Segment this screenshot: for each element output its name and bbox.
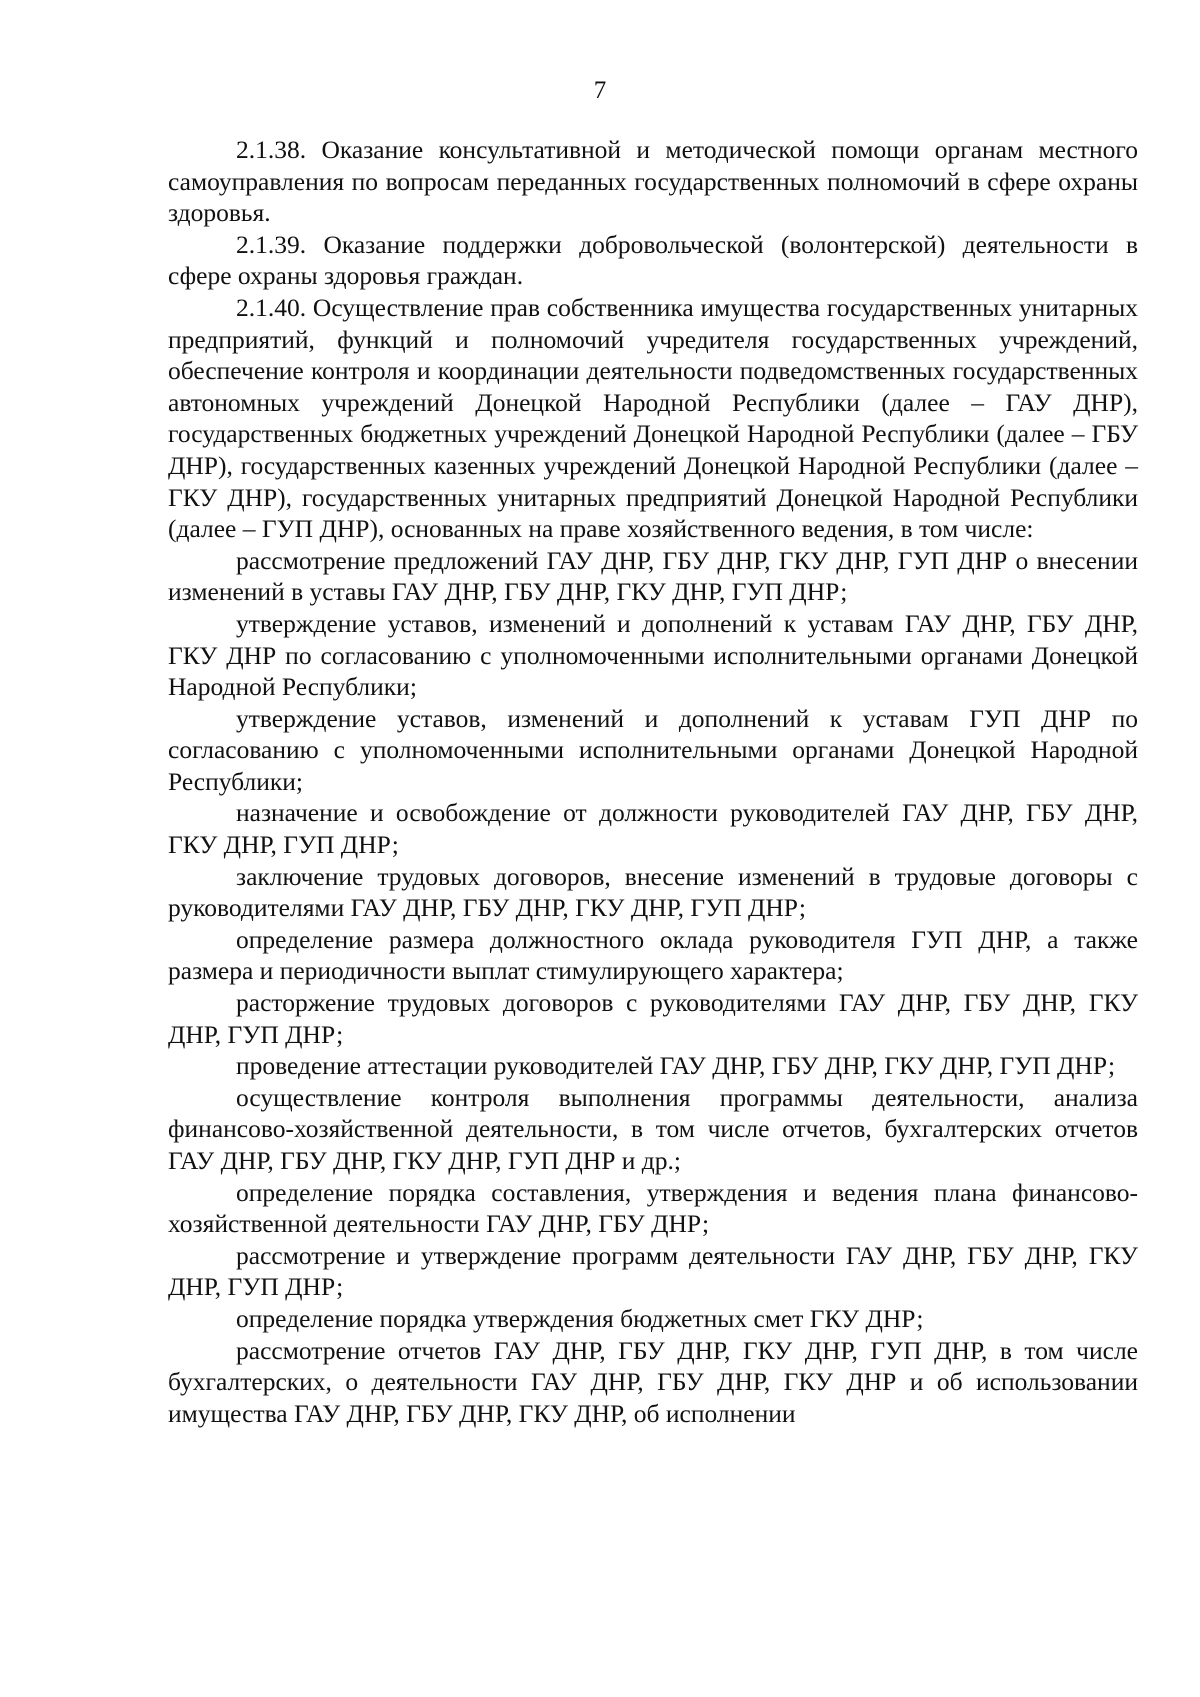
list-item: утверждение уставов, изменений и дополнений к уставам ГАУ ДНР, ГБУ ДНР, ГКУ ДНР по согласованию с уполномоченными исполнительными органами Донецкой Народной Республики; xyxy=(168,608,1138,702)
list-item: осуществление контроля выполнения программы деятельности, анализа финансово-хозяйственной деятельности, в том числе отчетов, бухгалтерских отчетов ГАУ ДНР, ГБУ ДНР, ГКУ ДНР, ГУП ДНР и др.; xyxy=(168,1082,1138,1175)
list-item: рассмотрение и утверждение программ деятельности ГАУ ДНР, ГБУ ДНР, ГКУ ДНР, ГУП ДНР; xyxy=(168,1240,1138,1302)
list-item: определение порядка составления, утверждения и ведения плана финансово-хозяйственной деятельности ГАУ ДНР, ГБУ ДНР; xyxy=(168,1177,1138,1239)
document-body xyxy=(168,134,1138,1429)
list-item: утверждение уставов, изменений и дополнений к уставам ГУП ДНР по согласованию с уполномоченными исполнительными органами Донецкой Народной Республики; xyxy=(168,703,1138,796)
list-item: назначение и освобождение от должности руководителей ГАУ ДНР, ГБУ ДНР, ГКУ ДНР, ГУП ДНР; xyxy=(168,798,1138,860)
paragraph-2-1-38: 2.1.38. Оказание консультативной и методической помощи органам местного самоуправления по вопросам переданных государственных полномочий в сфере охраны здоровья. xyxy=(168,135,1138,228)
list-item: проведение аттестации руководителей ГАУ ДНР, ГБУ ДНР, ГКУ ДНР, ГУП ДНР; xyxy=(236,1051,1116,1081)
page-number: 7 xyxy=(593,77,607,104)
list-item: рассмотрение отчетов ГАУ ДНР, ГБУ ДНР, ГКУ ДНР, ГУП ДНР, в том числе бухгалтерских, о деятельности ГАУ ДНР, ГБУ ДНР, ГКУ ДНР и об использовании имущества ГАУ ДНР, ГБУ ДНР, ГКУ ДНР, об исполнении xyxy=(168,1335,1138,1428)
paragraph-2-1-40: 2.1.40. Осуществление прав собственника имущества государственных унитарных предприятий, функций и полномочий учредителя государственных учреждений, обеспечение контроля и координации деятельности подведомственных государственных автономных учреждений Донецкой Народной Республики (далее – ГАУ ДНР), государственных бюджетных учреждений Донецкой Народной Республики (далее – ГБУ ДНР), государственных казенных учреждений Донецкой Народной Республики (далее – ГКУ ДНР), государственных унитарных предприятий Донецкой Народной Республики (далее – ГУП ДНР), основанных на праве хозяйственного ведения, в том числе: xyxy=(168,292,1138,544)
list-item: определение порядка утверждения бюджетных смет ГКУ ДНР; xyxy=(236,1303,924,1333)
paragraph-2-1-39: 2.1.39. Оказание поддержки добровольческой (волонтерской) деятельности в сфере охраны здоровья граждан. xyxy=(168,229,1138,291)
list-item: заключение трудовых договоров, внесение изменений в трудовые договоры с руководителями ГАУ ДНР, ГБУ ДНР, ГКУ ДНР, ГУП ДНР; xyxy=(168,861,1138,923)
list-item: рассмотрение предложений ГАУ ДНР, ГБУ ДНР, ГКУ ДНР, ГУП ДНР о внесении изменений в уставы ГАУ ДНР, ГБУ ДНР, ГКУ ДНР, ГУП ДНР; xyxy=(168,545,1138,607)
list-item: определение размера должностного оклада руководителя ГУП ДНР, а также размера и периодичности выплат стимулирующего характера; xyxy=(168,924,1138,986)
list-item: расторжение трудовых договоров с руководителями ГАУ ДНР, ГБУ ДНР, ГКУ ДНР, ГУП ДНР; xyxy=(168,988,1138,1049)
